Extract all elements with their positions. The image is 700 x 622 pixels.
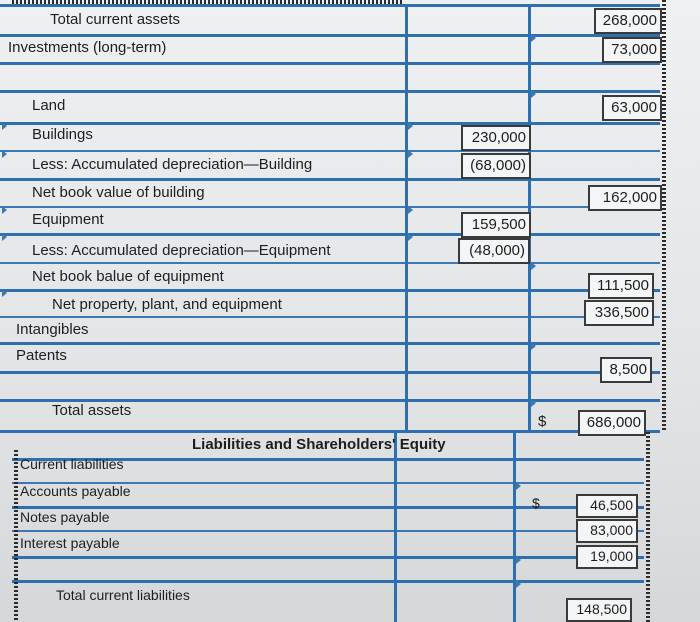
grid-line: [0, 316, 660, 318]
buildings-input[interactable]: [461, 125, 531, 151]
interest-payable-value: 19,000: [590, 548, 633, 564]
land-input[interactable]: [602, 95, 662, 121]
row-marker-icon: [408, 122, 413, 130]
total-current-assets-value: 268,000: [602, 12, 657, 29]
row-marker-icon: [531, 399, 536, 407]
accum-dep-equipment-input[interactable]: [458, 238, 530, 264]
column-divider: [405, 4, 408, 432]
accounts-payable-input[interactable]: [576, 494, 638, 518]
notes-payable-label: Notes payable: [20, 509, 110, 525]
row-marker-icon: [2, 206, 7, 214]
grid-line: [0, 430, 660, 433]
total-current-assets-input[interactable]: [594, 8, 662, 34]
net-ppe-label: Net property, plant, and equipment: [52, 296, 282, 313]
dotted-border: [662, 0, 666, 432]
grid-line: [0, 262, 660, 264]
net-building-value: 162,000: [602, 189, 657, 206]
grid-line: [0, 34, 660, 37]
accum-dep-equipment-label: Less: Accumulated depreciation—Equipment: [32, 242, 331, 259]
equipment-label: Equipment: [32, 211, 104, 228]
row-marker-icon: [408, 233, 413, 241]
interest-payable-label: Interest payable: [20, 535, 120, 551]
interest-payable-input[interactable]: [576, 545, 638, 569]
dotted-border: [14, 450, 18, 622]
dotted-border: [12, 0, 402, 4]
row-marker-icon: [2, 150, 7, 158]
net-ppe-input[interactable]: [584, 300, 654, 326]
net-ppe-value: 336,500: [594, 304, 649, 321]
grid-line: [0, 233, 660, 236]
row-marker-icon: [408, 206, 413, 214]
grid-line: [0, 342, 660, 345]
grid-line: [0, 206, 660, 208]
row-marker-icon: [516, 482, 521, 490]
total-assets-currency: $: [538, 413, 547, 430]
grid-line: [0, 289, 660, 292]
intangibles-label: Intangibles: [16, 321, 89, 338]
grid-line: [0, 150, 660, 152]
grid-line: [12, 580, 644, 583]
grid-line: [0, 62, 660, 65]
patents-value: 8,500: [609, 361, 647, 378]
investments-input[interactable]: [602, 37, 662, 63]
row-marker-icon: [2, 122, 7, 130]
column-divider: [394, 430, 397, 622]
accounts-payable-value: 46,500: [590, 497, 633, 513]
row-marker-icon: [2, 233, 7, 241]
patents-input[interactable]: [600, 357, 652, 383]
dotted-border: [646, 432, 650, 622]
row-marker-icon: [2, 289, 7, 297]
accum-dep-building-value: (68,000): [470, 157, 526, 174]
net-equipment-input[interactable]: [588, 273, 654, 299]
notes-payable-value: 83,000: [590, 522, 633, 538]
total-assets-input[interactable]: [578, 410, 646, 436]
investments-label: Investments (long-term): [8, 39, 167, 56]
row-marker-icon: [516, 556, 521, 564]
net-equipment-label: Net book balue of equipment: [32, 268, 224, 285]
accounts-payable-label: Accounts payable: [20, 483, 131, 499]
row-marker-icon: [516, 580, 521, 588]
grid-line: [0, 178, 660, 181]
row-marker-icon: [531, 262, 536, 270]
grid-line: [12, 556, 644, 559]
row-marker-icon: [531, 342, 536, 350]
net-building-label: Net book value of building: [32, 184, 205, 201]
notes-payable-input[interactable]: [576, 519, 638, 543]
accum-dep-building-input[interactable]: [461, 153, 531, 179]
buildings-label: Buildings: [32, 126, 93, 143]
grid-line: [0, 90, 660, 93]
investments-value: 73,000: [611, 41, 657, 58]
accounts-payable-currency: $: [532, 495, 540, 511]
equipment-value: 159,500: [471, 216, 526, 233]
accum-dep-equipment-value: (48,000): [469, 242, 525, 259]
column-divider: [513, 430, 516, 622]
row-marker-icon: [408, 150, 413, 158]
grid-line: [0, 4, 660, 7]
accum-dep-building-label: Less: Accumulated depreciation—Building: [32, 156, 313, 173]
total-assets-value: 686,000: [586, 414, 641, 431]
land-label: Land: [32, 97, 66, 114]
total-current-liabilities-input[interactable]: [566, 598, 632, 622]
liabilities-section-title: Liabilities and Shareholders' Equity: [192, 436, 446, 453]
row-marker-icon: [531, 90, 536, 98]
buildings-value: 230,000: [471, 129, 526, 146]
current-liabilities-label: Current liabilities: [20, 456, 124, 472]
patents-label: Patents: [16, 347, 67, 364]
grid-line: [0, 371, 660, 374]
total-current-assets-label: Total current assets: [50, 11, 181, 28]
net-building-input[interactable]: [588, 185, 662, 211]
land-value: 63,000: [611, 99, 657, 116]
total-current-liabilities-value: 148,500: [576, 601, 627, 617]
equipment-input[interactable]: [461, 212, 531, 238]
total-assets-label: Total assets: [52, 402, 132, 419]
net-equipment-value: 111,500: [597, 277, 649, 294]
grid-line: [0, 122, 660, 125]
row-marker-icon: [531, 34, 536, 42]
grid-line: [12, 530, 644, 532]
total-current-liabilities-label: Total current liabilities: [56, 587, 190, 603]
